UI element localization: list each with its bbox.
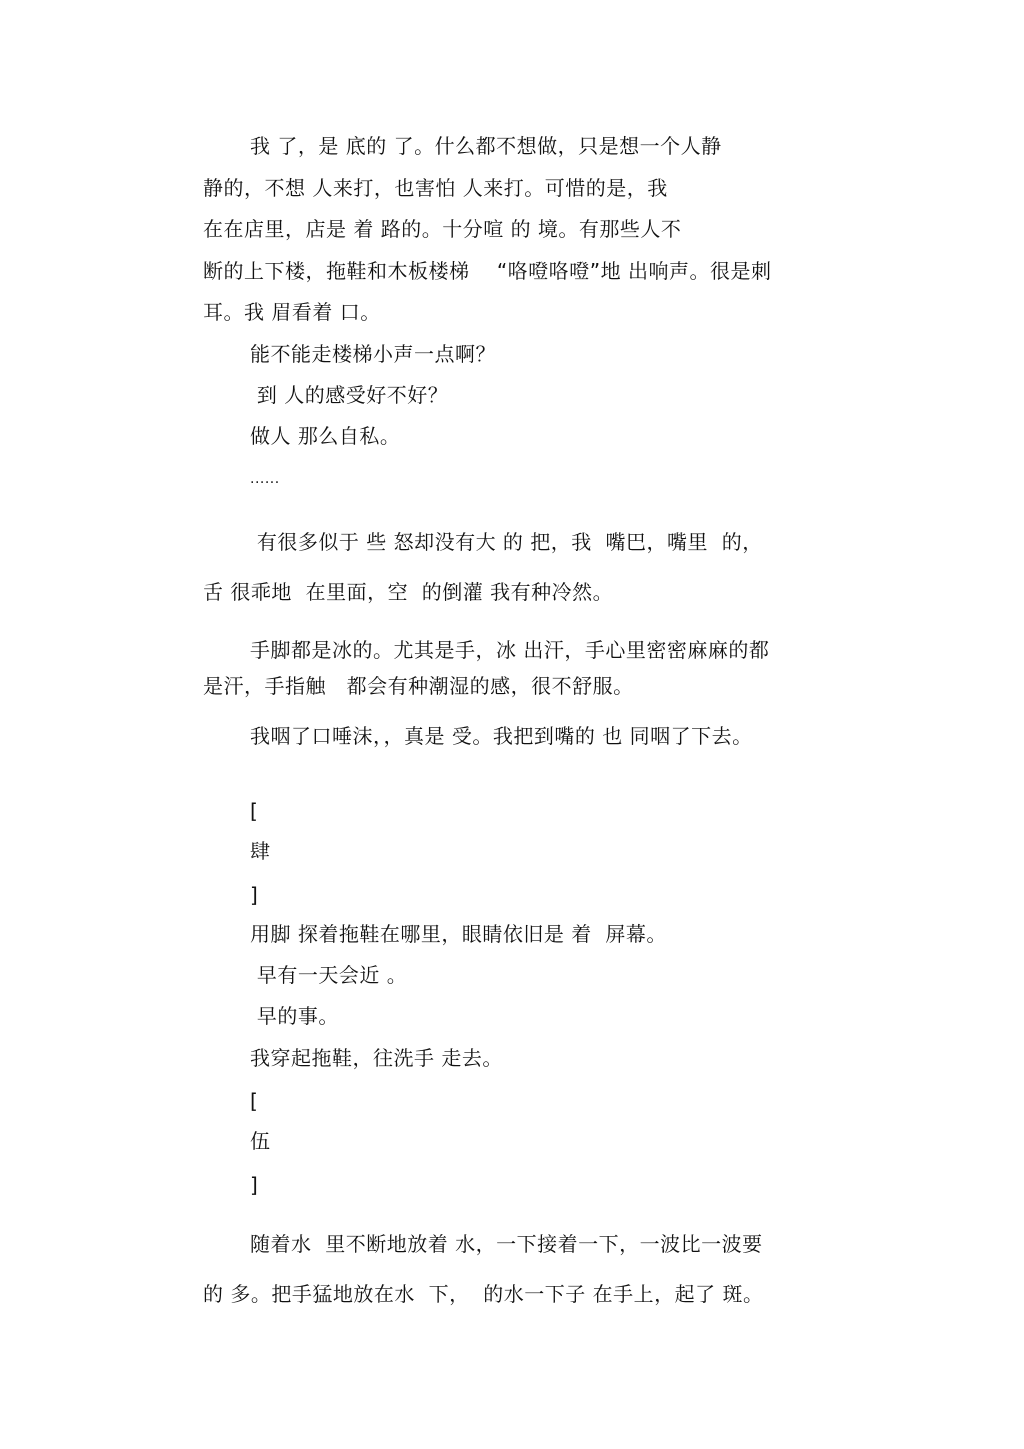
section-bracket-open: [ — [250, 799, 259, 823]
section-number: 伍 — [250, 1129, 271, 1153]
text-line: 我 了，是 底的 了。什么都不想做，只是想一个人静 — [250, 134, 722, 158]
text-line: 的 多。把手猛地放在水 下， 的水一下子 在手上，起了 斑。 — [203, 1282, 764, 1306]
text-line: 静的，不想 人来打，也害怕 人来打。可惜的是，我 — [203, 176, 668, 200]
section-bracket-close: ] — [250, 883, 259, 907]
section-number: 肆 — [250, 839, 271, 863]
text-line: 做人 那么自私。 — [250, 424, 401, 448]
text-line: 有很多似于 些 怒却没有大 的 把，我 嘴巴，嘴里 的， — [250, 530, 763, 554]
text-line: 到 人的感受好不好？ — [250, 383, 449, 407]
text-line: 早有一天会近 。 — [250, 963, 408, 987]
text-line: 用脚 探着拖鞋在哪里，眼睛依旧是 着 屏幕。 — [250, 922, 667, 946]
section-bracket-open: [ — [250, 1089, 259, 1113]
text-line: 断的上下楼，拖鞋和木板楼梯 “咯噔咯噔”地 出响声。很是刺 — [203, 259, 772, 283]
ellipsis-line: ...... — [250, 471, 280, 487]
text-line: 我咽了口唾沫，，真是 受。我把到嘴的 也 同咽了下去。 — [250, 724, 753, 748]
text-line: 舌 很乖地 在里面，空 的倒灌 我有种冷然。 — [203, 580, 614, 604]
text-line: 早的事。 — [250, 1004, 339, 1028]
text-line: 耳。我 眉看着 口。 — [203, 300, 381, 324]
text-line: 能不能走楼梯小声一点啊？ — [250, 342, 496, 366]
section-bracket-close: ] — [250, 1173, 259, 1197]
text-line: 我穿起拖鞋，往洗手 走去。 — [250, 1046, 503, 1070]
text-line: 是汗，手指触 都会有种潮湿的感，很不舒服。 — [203, 674, 634, 698]
text-line: 手脚都是冰的。尤其是手，冰 出汗，手心里密密麻麻的都 — [250, 638, 770, 662]
text-line: 随着水 里不断地放着 水，一下接着一下，一波比一波要 — [250, 1232, 763, 1256]
text-line: 在在店里，店是 着 路的。十分喧 的 境。有那些人不 — [203, 217, 682, 241]
